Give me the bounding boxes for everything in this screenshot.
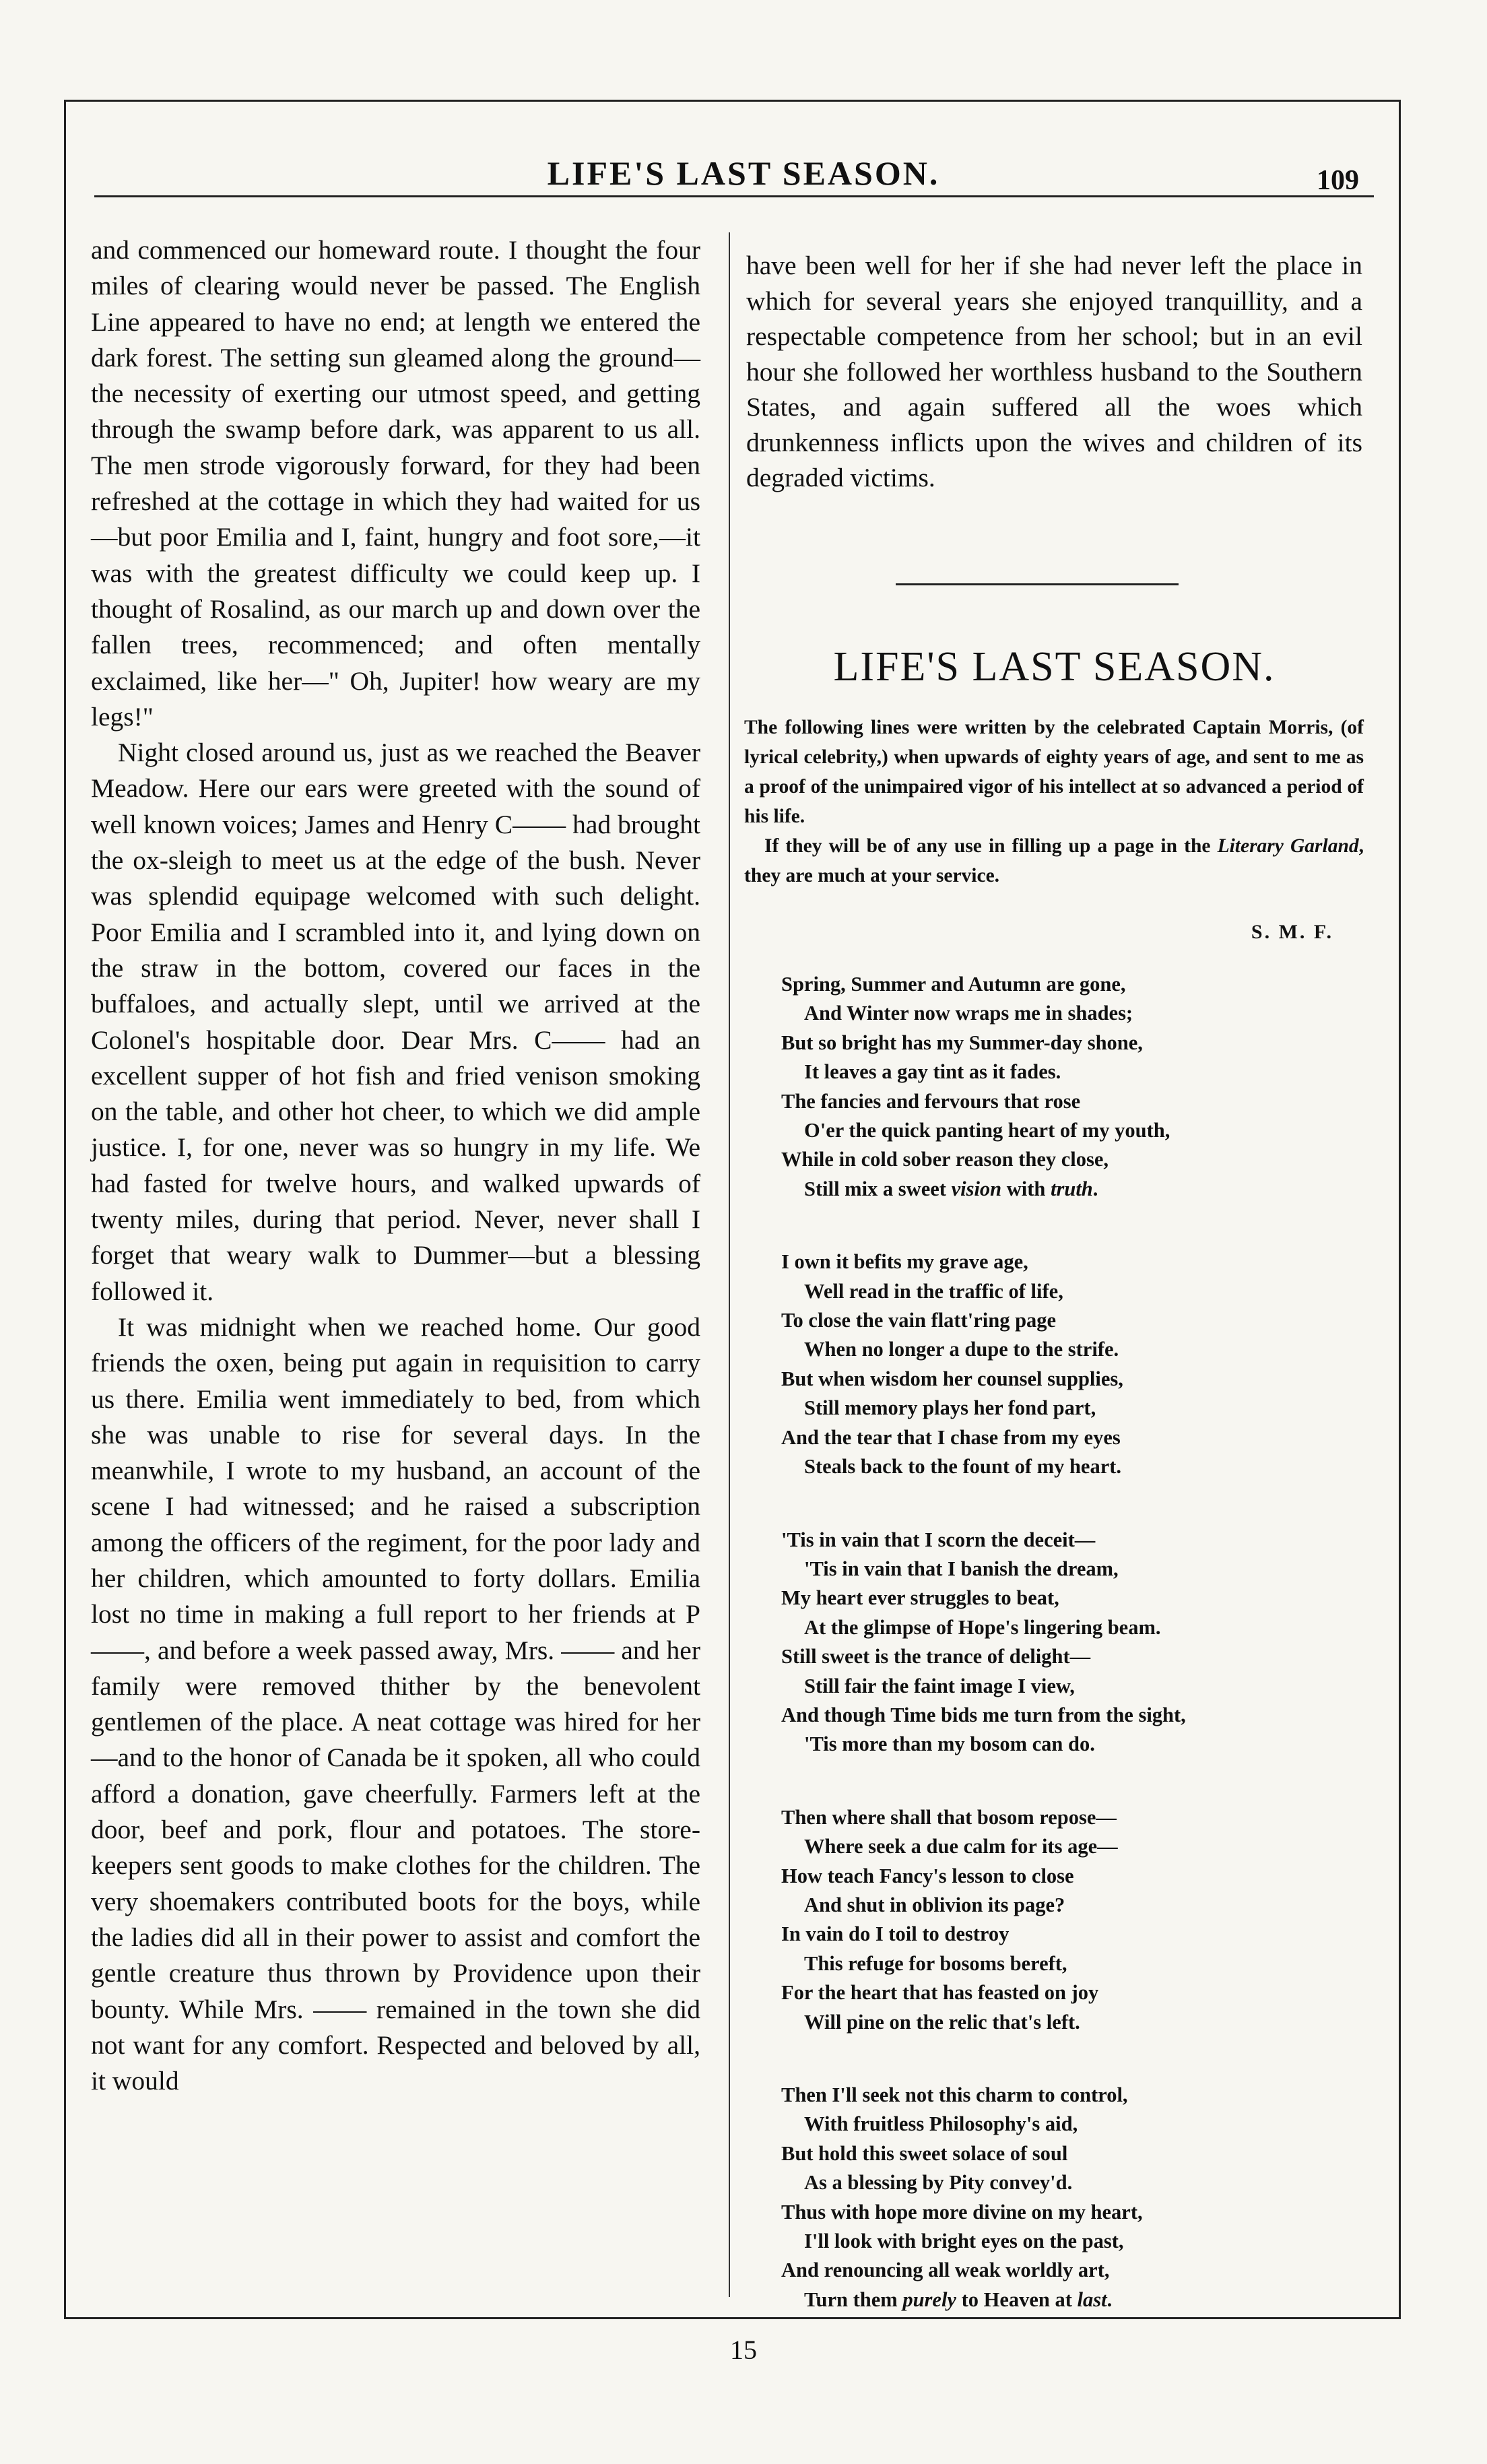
paragraph: Night closed around us, just as we reached the Beaver Meadow. Here our ears were greeted with the sound of well known voices; James and Henry C—— had brought the ox-sleigh to meet us at the edge of the bush. Never was splendid equipage welcomed with such delight. Poor Emilia and I scrambled into it, and lying down on the straw in the bottom, covered our faces in the buffaloes, and actually slept, until we arrived at the Colonel's hospitable door. Dear Mrs. C—— had an excellent supper of hot fish and fried venison smoking on the table, and other hot cheer, to which we did ample justice. I, for one, never was so hungry in my life. We had fasted for twelve hours, and walked upwards of twenty miles, during that period. Never, never shall I forget that weary walk to Dummer—but a blessing followed it. (91, 738, 700, 1306)
poem-line: Where seek a due calm for its age— (804, 1835, 1118, 1858)
poem-line: O'er the quick panting heart of my youth, (804, 1119, 1170, 1142)
poem-line: How teach Fancy's lesson to close (781, 1864, 1074, 1887)
poem-line: Turn them purely to Heaven at last. (804, 2288, 1113, 2311)
stanza (781, 1803, 1367, 2037)
poem-line: But hold this sweet solace of soul (781, 2141, 1068, 2165)
author-initials: S. M. F. (1251, 921, 1333, 943)
right-column-continuation (746, 248, 1362, 496)
poem-line: I own it befits my grave age, (781, 1250, 1028, 1274)
poem-line: And renouncing all weak worldly art, (781, 2259, 1110, 2282)
poem-line: It leaves a gay tint as it fades. (804, 1060, 1061, 1084)
publication-name: Literary Garland (1217, 835, 1359, 857)
poem-line: 'Tis in vain that I banish the dream, (804, 1557, 1119, 1580)
poem-line: In vain do I toil to destroy (781, 1922, 1010, 1946)
poem-line: With fruitless Philosophy's aid, (804, 2112, 1078, 2136)
poem-line: My heart ever struggles to beat, (781, 1586, 1059, 1610)
poem-line: As a blessing by Pity convey'd. (804, 2171, 1073, 2195)
poem-line: To close the vain flatt'ring page (781, 1309, 1057, 1332)
stanza (781, 970, 1367, 1204)
paragraph: and commenced our homeward route. I thought the four miles of clearing would never be passed. The English Line appeared to have no end; at length we entered the dark forest. The setting sun gleamed along the ground—the necessity of exerting our utmost speed, and getting through the swamp before dark, was apparent to us all. The men strode vigorously forward, for they had been refreshed at the cottage in which they had waited for us—but poor Emilia and I, faint, hungry and foot sore,—it was with the greatest difficulty we could keep up. I thought of Rosalind, as our march up and down over the fallen trees, recommenced; and often mentally exclaimed, like her—" Oh, Jupiter! how weary are my legs!" (91, 235, 700, 732)
poem-line: Well read in the traffic of life, (804, 1279, 1063, 1303)
running-header-title: LIFE'S LAST SEASON. (547, 154, 940, 192)
poem-introduction (744, 713, 1364, 890)
poem-line: Still memory plays her fond part, (804, 1396, 1096, 1420)
poem-line: I'll look with bright eyes on the past, (804, 2230, 1124, 2253)
poem-line: Will pine on the relic that's left. (804, 2010, 1080, 2034)
poem-line: And shut in oblivion its page? (804, 1893, 1065, 1916)
stanza (781, 1526, 1367, 1759)
left-column (91, 232, 700, 2099)
poem-line: Still mix a sweet vision with truth. (804, 1177, 1098, 1200)
signature-mark: 15 (730, 2335, 757, 2365)
poem-line: At the glimpse of Hope's lingering beam. (804, 1615, 1161, 1639)
paragraph: have been well for her if she had never left the place in which for several years she enjoyed tranquillity, and a respectable competence from her school; but in an evil hour she followed her worthless husband to the Southern States, and again suffered all the woes which drunkenness inflicts upon the wives and children of its degraded victims. (746, 251, 1362, 492)
intro-paragraph (744, 831, 1364, 890)
poem-line: Still sweet is the trance of delight— (781, 1645, 1091, 1668)
poem-line: Then I'll seek not this charm to control, (781, 2083, 1128, 2106)
intro-paragraph: The following lines were written by the celebrated Captain Morris, (of lyrical celebrity,) when upwards of eighty years of age, and sent to me as a proof of the unimpaired vigor of his intellect at so advanced a period of his life. (744, 717, 1364, 827)
poem-line: For the heart that has feasted on joy (781, 1981, 1099, 2005)
poem-line: 'Tis more than my bosom can do. (804, 1732, 1095, 1756)
poem-body (781, 970, 1367, 2358)
poem-line: 'Tis in vain that I scorn the deceit— (781, 1528, 1096, 1551)
poem-line: And though Time bids me turn from the sight, (781, 1703, 1186, 1726)
stanza (781, 2081, 1367, 2314)
poem-line: Still fair the faint image I view, (804, 1674, 1075, 1697)
poem-line: Then where shall that bosom repose— (781, 1805, 1117, 1829)
poem-line: Steals back to the fount of my heart. (804, 1455, 1122, 1479)
column-divider (729, 232, 730, 2297)
poem-line: And the tear that I chase from my eyes (781, 1425, 1121, 1449)
poem-title: LIFE'S LAST SEASON. (833, 644, 1276, 690)
poem-line: Spring, Summer and Autumn are gone, (781, 973, 1126, 996)
poem-line: But so bright has my Summer-day shone, (781, 1031, 1143, 1054)
poem-line: And Winter now wraps me in shades; (804, 1002, 1133, 1025)
poem-line: But when wisdom her counsel supplies, (781, 1367, 1123, 1390)
paragraph: It was midnight when we reached home. Our good friends the oxen, being put again in requisition to carry us there. Emilia went immediately to bed, from which she was unable to rise for several days. In the meanwhile, I wrote to my husband, an account of the scene I had witnessed; and he raised a subscription among the officers of the regiment, for the poor lady and her children, which amounted to forty dollars. Emilia lost no time in making a full report to her friends at P——, and before a week passed away, Mrs. —— and her family were removed thither by the benevolent gentlemen of the place. A neat cottage was hired for her—and to the honor of Canada be it spoken, all who could afford a donation, gave cheerfully. Farmers left at the door, beef and pork, flour and potatoes. The store-keepers sent goods to make clothes for the children. The very shoemakers contributed boots for the boys, while the ladies did all in their power to assist and comfort the gentle creature thus thrown by Providence upon their bounty. While Mrs. —— remained in the town she did not want for any comfort. Respected and beloved by all, it would (91, 1311, 700, 2096)
stanza (781, 1247, 1367, 1481)
poem-line: When no longer a dupe to the strife. (804, 1338, 1119, 1361)
poem-line: This refuge for bosoms bereft, (804, 1951, 1067, 1975)
intro-text: If they will be of any use in filling up a page in the (764, 835, 1218, 857)
poem-line: Thus with hope more divine on my heart, (781, 2200, 1143, 2224)
intro-text: , they are much at your service. (744, 835, 1364, 886)
poem-line: The fancies and fervours that rose (781, 1089, 1081, 1113)
poem-line: While in cold sober reason they close, (781, 1148, 1109, 1171)
section-divider (896, 583, 1179, 585)
header-rule (94, 195, 1374, 197)
page-number: 109 (1317, 165, 1359, 196)
